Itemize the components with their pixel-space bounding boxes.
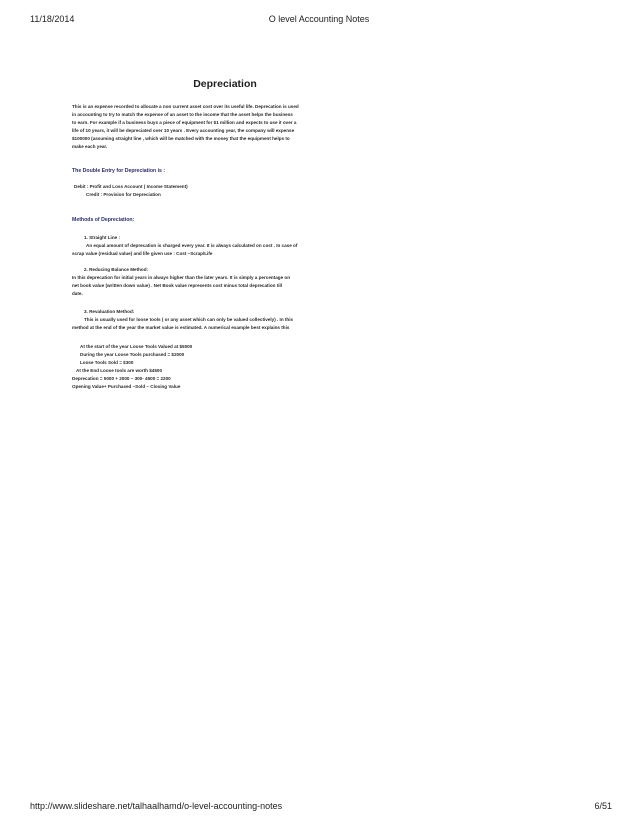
- double-entry-heading: The Double Entry for Depreciation is :: [72, 168, 166, 174]
- credit-line: Credit : Provision for Depreciation: [86, 192, 161, 198]
- intro-line: in accounting to try to match the expense of an asset to the income that the asset helps the business: [72, 112, 293, 118]
- example-line: Deprecation = 5000 + 2000 – 300- 4500 = 2200: [72, 376, 171, 382]
- example-line: During the year Loose Tools purchased = $2000: [80, 352, 185, 358]
- method-3-heading: 3. Revaluation Method:: [84, 309, 135, 314]
- method-2-line: date.: [72, 291, 83, 297]
- example-line: At the End Loose tools are worth $4500: [76, 368, 163, 374]
- intro-line: $100000 (assuming straight line , which will be matched with the money that the equipment helps to: [72, 136, 290, 142]
- example-line: Loose Tools Sold = $300: [80, 360, 134, 366]
- method-1-line: An equal amount of deprecation is charged every year. It is always calculated on cost . In case of: [86, 243, 298, 249]
- method-1-line: scrap value (residual value) and life given use : Cost –Scrap/Life: [72, 251, 213, 257]
- header-title: O level Accounting Notes: [268, 14, 370, 24]
- intro-line: life of 10 years, it will be depreciated over 10 years . Every accounting year, the company will expense: [72, 128, 295, 134]
- method-2-line: In this deprecation for initial years in always higher than the later years. It is simply a percentage on: [72, 275, 291, 281]
- method-1-heading: 1. Straight Line :: [84, 235, 120, 240]
- example-line: Opening Value+ Purchased –Sold – Closing Value: [72, 384, 181, 390]
- method-2-line: net book value (written down value) . Net Book value represents cost minus total deprecation till: [72, 283, 283, 289]
- intro-line: make each year.: [72, 144, 108, 150]
- intro-line: to earn. For example if a business buys a piece of equipment for $1 million and expects to use it over a: [72, 120, 297, 126]
- intro-line: This is an expense recorded to allocate a non current asset cost over its useful life. Deprecation is used: [72, 104, 299, 109]
- footer-page-number: 6/51: [594, 801, 612, 811]
- method-3-line: method at the end of the year the market value is estimated. A numerical example best explains this: [72, 325, 290, 331]
- intro-paragraph: [72, 103, 336, 152]
- method-3-line: This is usually used for loose tools ( or any asset which can only be valued collectively) . In this: [84, 317, 294, 323]
- debit-line: Debit : Profit and Loss Account ( Income Statement): [74, 184, 188, 189]
- method-2-heading: 2. Reducing Balance Method:: [84, 267, 149, 272]
- header-date: 11/18/2014: [30, 14, 75, 24]
- page-title: Depreciation: [193, 78, 257, 90]
- example-line: At the start of the year Loose Tools Valued at $5000: [80, 344, 193, 349]
- footer-url: http://www.slideshare.net/talhaalhamd/o-level-accounting-notes: [30, 801, 283, 811]
- methods-heading: Methods of Depreciation:: [72, 217, 135, 223]
